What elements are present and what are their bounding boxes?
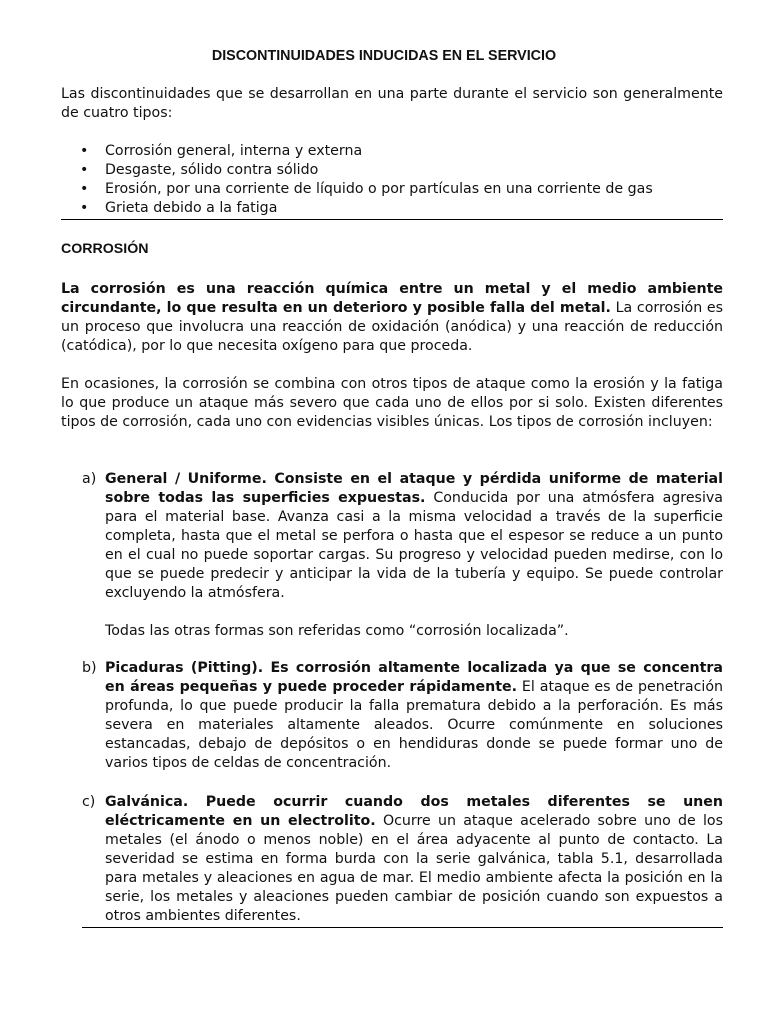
item-text: Ocurre un ataque acelerado sobre uno de los metales (el ánodo o menos noble) en el área adyacente al punto de contacto. La severidad se estima en forma burda con la serie galvánica, tabla 5.1, desarrollada para metales y aleaciones en agua de mar. El medio ambiente afecta la posición en la serie, los metales y aleaciones pueden cambiar de posición cuando son expuestos a otros ambientes diferentes. bbox=[105, 813, 723, 924]
bullet-icon: • bbox=[80, 162, 89, 178]
bullet-icon: • bbox=[80, 181, 89, 197]
item-note: Todas las otras formas son referidas como “corrosión localizada”. bbox=[105, 623, 569, 639]
definition-bold-text: La corrosión es una reacción química entre un metal y el medio ambiente circundante, lo que resulta en un deterioro y posible falla del metal. bbox=[61, 281, 723, 316]
item-text: El ataque es de penetración profunda, lo que puede producir la falla prematura debido a la perforación. Es más severa en materiales altamente aleados. Ocurre comúnmente en soluciones estancadas, debajo de depósitos o en hendiduras donde se puede formar uno de varios tipos de celdas de concentración. bbox=[105, 679, 723, 771]
corrosion-heading: CORROSIÓN bbox=[61, 241, 149, 257]
bullet-icon: • bbox=[80, 200, 89, 216]
item-marker: a) bbox=[82, 471, 97, 487]
list-item: • Grieta debido a la fatiga bbox=[80, 200, 278, 216]
discontinuity-types-list bbox=[61, 142, 723, 218]
item-bold-text: Galvánica. Puede ocurrir cuando dos metales diferentes se unen eléctricamente en un electrolito. bbox=[105, 794, 723, 829]
corrosion-type-pitting bbox=[82, 659, 723, 773]
page-title: DISCONTINUIDADES INDUCIDAS EN EL SERVICIO bbox=[211, 48, 557, 64]
corrosion-type-galvanic bbox=[82, 793, 723, 926]
bottom-divider bbox=[82, 927, 723, 928]
corrosion-types-intro-paragraph: En ocasiones, la corrosión se combina con otros tipos de ataque como la erosión y la fatiga lo que produce un ataque más severo que cada uno de ellos por si solo. Existen diferentes tipos de corrosión, cada uno con evidencias visibles únicas. Los tipos de corrosión incluyen: bbox=[61, 376, 723, 430]
list-item: • Desgaste, sólido contra sólido bbox=[80, 162, 319, 178]
corrosion-type-general bbox=[82, 470, 723, 641]
item-marker: b) bbox=[82, 660, 97, 676]
item-bold-text: General / Uniforme. Consiste en el ataque y pérdida uniforme de material sobre todas las superficies expuestas. bbox=[105, 471, 723, 506]
definition-text: La corrosión es un proceso que involucra una reacción de oxidación (anódica) y una reacción de reducción (catódica), por lo que necesita oxígeno para que proceda. bbox=[61, 300, 723, 354]
intro-paragraph: Las discontinuidades que se desarrollan en una parte durante el servicio son generalmente de cuatro tipos: bbox=[61, 86, 723, 121]
bullet-icon: • bbox=[80, 143, 89, 159]
item-bold-text: Picaduras (Pitting). Es corrosión altamente localizada ya que se concentra en áreas pequeñas y puede proceder rápidamente. bbox=[105, 660, 723, 695]
item-text: Conducida por una atmósfera agresiva para el material base. Avanza casi a la misma velocidad a través de la superficie completa, hasta que el metal se perfora o hasta que el espesor se reduce a un punto en el cual no puede soportar cargas. Su progreso y velocidad pueden medirse, con lo que se puede predecir y anticipar la vida de la tubería y equipo. Se puede controlar excluyendo la atmósfera. bbox=[105, 490, 723, 601]
item-marker: c) bbox=[82, 794, 96, 810]
corrosion-definition-paragraph bbox=[61, 280, 723, 356]
list-item: • Erosión, por una corriente de líquido o por partículas en una corriente de gas bbox=[80, 181, 653, 197]
list-item: • Corrosión general, interna y externa bbox=[80, 143, 363, 159]
section-divider bbox=[61, 219, 723, 220]
